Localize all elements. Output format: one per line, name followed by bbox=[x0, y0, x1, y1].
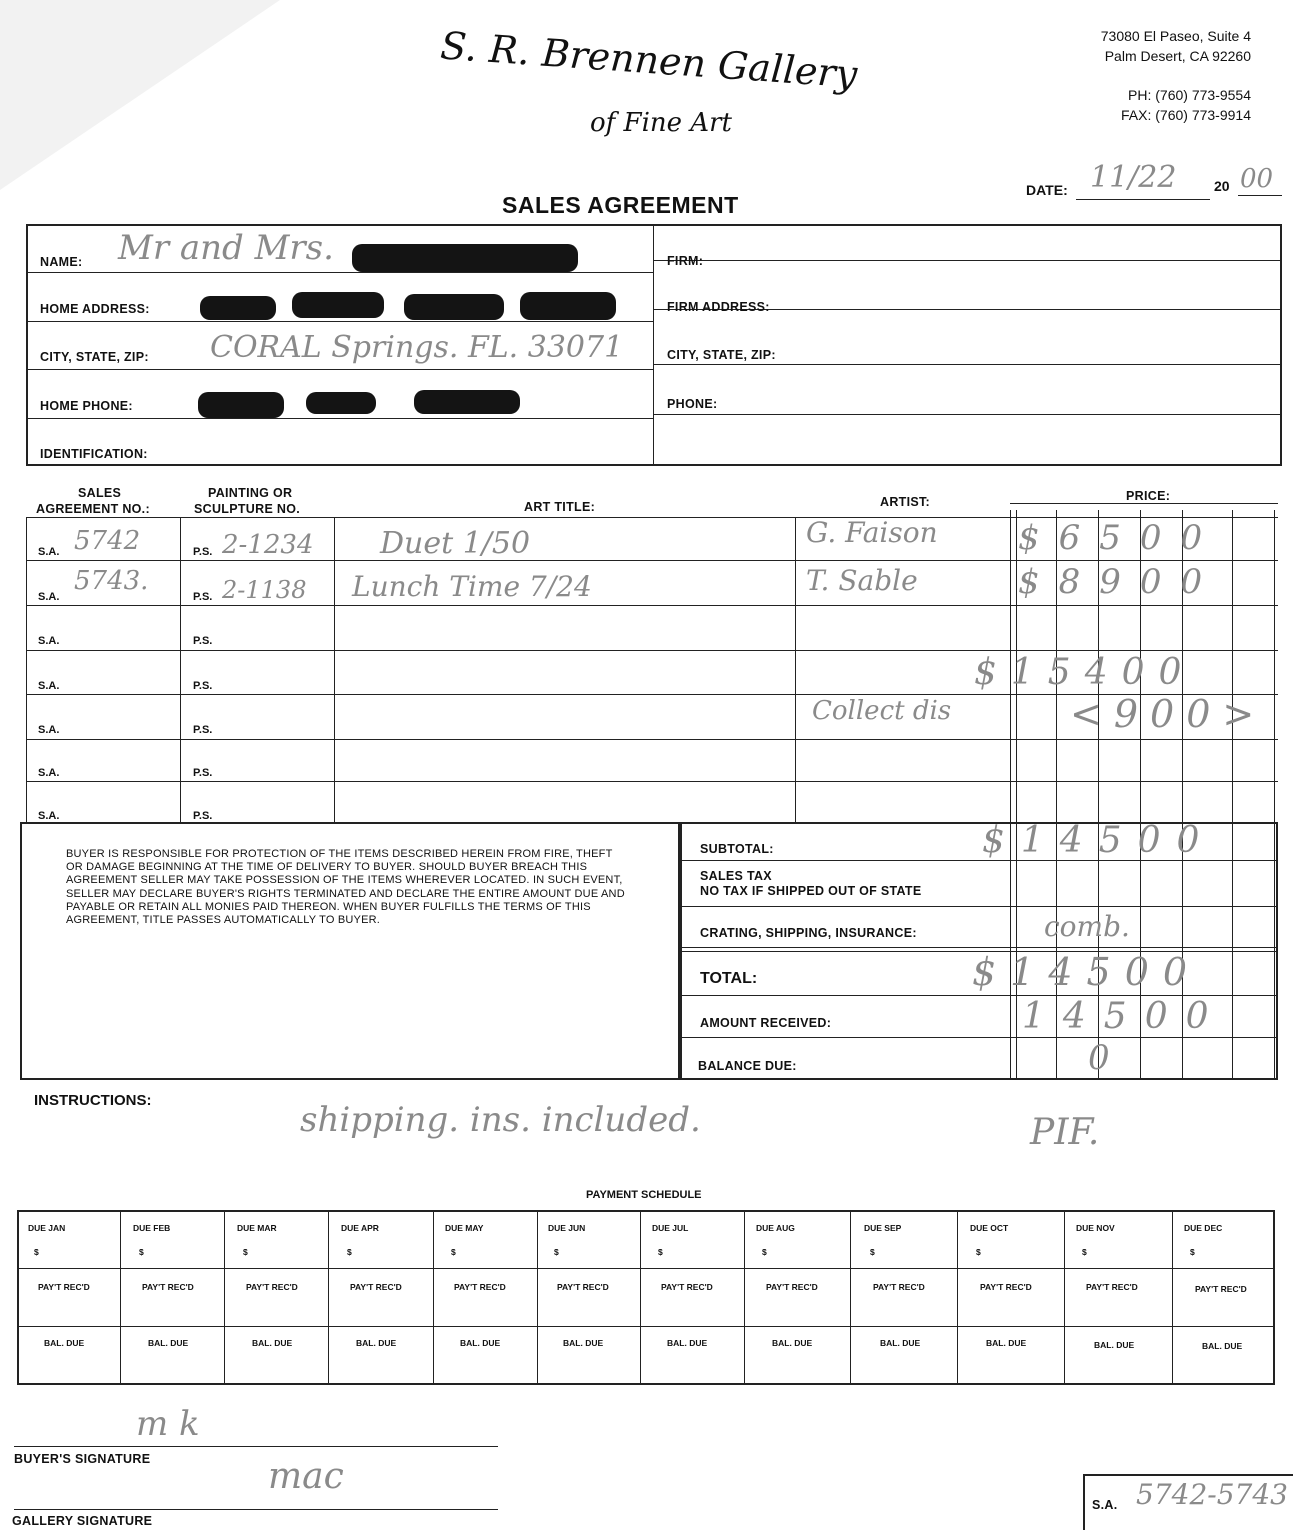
ps-no-header-1: PAINTING OR bbox=[208, 486, 293, 500]
bal-apr: BAL. DUE bbox=[356, 1338, 397, 1348]
due-apr-amount: $ bbox=[347, 1247, 352, 1257]
terms-text: BUYER IS RESPONSIBLE FOR PROTECTION OF THE ITEMS DESCRIBED HEREIN FROM FIRE, THEFT OR DAMAGE BEGINNING AT THE TIME OF DELIVERY TO BUYER. SHOULD BUYER BREACH THIS AGREEMENT SELLER MAY TAKE POSSESSION OF THE ITEMS WHEREVER LOCATED. IN SUCH EVENT, SELLER MAY DECLARE BUYER'S RIGHTS TERMINATED AND DECLARE THE ENTIRE AMOUNT DUE AND PAYABLE OR RETAIN ALL MONIES PAID THEREON. WHEN BUYER FULFILLS THE TERMS OF THIS AGREEMENT, TITLE PASSES AUTOMATICALLY TO BUYER. bbox=[66, 848, 625, 927]
name-label: NAME: bbox=[40, 255, 83, 269]
redaction-address-3 bbox=[404, 294, 504, 320]
due-oct-label: DUE OCT bbox=[970, 1223, 1009, 1233]
payment-schedule-divider bbox=[537, 1210, 538, 1385]
gallery-signature-value: mac bbox=[268, 1456, 344, 1497]
row5-note: Collect dis bbox=[812, 696, 952, 726]
sales-tax-label: SALES TAX bbox=[700, 869, 772, 883]
artist-header: ARTIST: bbox=[880, 495, 931, 509]
fax-number: FAX: (760) 773-9914 bbox=[1121, 107, 1251, 123]
row1-price: $6500 bbox=[1018, 518, 1222, 558]
due-dec-amount: $ bbox=[1190, 1247, 1195, 1257]
bal-sep: BAL. DUE bbox=[880, 1338, 921, 1348]
ps-no-header-2: SCULPTURE NO. bbox=[194, 502, 300, 516]
date-year: 00 bbox=[1240, 164, 1274, 194]
recd-feb: PAY'T REC'D bbox=[142, 1282, 194, 1292]
due-sep-amount: $ bbox=[870, 1247, 875, 1257]
due-jan-label: DUE JAN bbox=[28, 1223, 66, 1233]
subtotal-value: $14500 bbox=[982, 820, 1216, 861]
phone-number: PH: (760) 773-9554 bbox=[1128, 87, 1251, 103]
redaction-phone-2 bbox=[306, 392, 376, 414]
amount-received-value: 14500 bbox=[1022, 996, 1227, 1037]
due-aug-label: DUE AUG bbox=[756, 1223, 795, 1233]
row2-price: $8900 bbox=[1018, 562, 1222, 602]
recd-may: PAY'T REC'D bbox=[454, 1282, 506, 1292]
row1-sa-label: S.A. bbox=[38, 546, 60, 558]
row1-sa-value: 5742 bbox=[74, 526, 141, 556]
identification-label: IDENTIFICATION: bbox=[40, 447, 148, 461]
due-feb-label: DUE FEB bbox=[133, 1223, 171, 1233]
date-value: 11/22 bbox=[1090, 160, 1177, 195]
subtotal-label: SUBTOTAL: bbox=[700, 842, 774, 856]
row7-sa-label: S.A. bbox=[38, 810, 60, 822]
due-jun-amount: $ bbox=[554, 1247, 559, 1257]
home-address-label: HOME ADDRESS: bbox=[40, 302, 150, 316]
row6-ps-label: P.S. bbox=[193, 767, 213, 779]
pif-note: PIF. bbox=[1030, 1112, 1100, 1153]
payment-schedule-divider bbox=[433, 1210, 434, 1385]
gallery-logo: S. R. Brennen Gallery bbox=[438, 23, 859, 97]
row2-sa-label: S.A. bbox=[38, 591, 60, 603]
date-century: 20 bbox=[1214, 178, 1230, 194]
redaction-address-1 bbox=[200, 296, 276, 320]
due-may-label: DUE MAY bbox=[445, 1223, 484, 1233]
row7-ps-label: P.S. bbox=[193, 810, 213, 822]
payment-schedule-divider bbox=[850, 1210, 851, 1385]
due-dec-label: DUE DEC bbox=[1184, 1223, 1223, 1233]
bal-feb: BAL. DUE bbox=[148, 1338, 189, 1348]
crating-value: comb. bbox=[1044, 910, 1130, 943]
bal-mar: BAL. DUE bbox=[252, 1338, 293, 1348]
due-mar-amount: $ bbox=[243, 1247, 248, 1257]
redaction-address-2 bbox=[292, 292, 384, 318]
city-state-zip-label: CITY, STATE, ZIP: bbox=[40, 350, 149, 364]
payment-schedule-divider bbox=[120, 1210, 121, 1385]
recd-nov: PAY'T REC'D bbox=[1086, 1282, 1138, 1292]
recd-jan: PAY'T REC'D bbox=[38, 1282, 90, 1292]
row2-artist: T. Sable bbox=[806, 564, 918, 597]
bal-jul: BAL. DUE bbox=[667, 1338, 708, 1348]
folded-corner bbox=[0, 0, 280, 190]
payment-schedule-title: PAYMENT SCHEDULE bbox=[586, 1189, 702, 1201]
total-label: TOTAL: bbox=[700, 970, 758, 987]
bal-jun: BAL. DUE bbox=[563, 1338, 604, 1348]
recd-dec: PAY'T REC'D bbox=[1195, 1284, 1247, 1294]
city-state-zip-value: CORAL Springs. FL. 33071 bbox=[210, 330, 624, 365]
bal-oct: BAL. DUE bbox=[986, 1338, 1027, 1348]
price-header: PRICE: bbox=[1126, 489, 1171, 503]
payment-schedule-divider bbox=[1172, 1210, 1173, 1385]
home-phone-label: HOME PHONE: bbox=[40, 399, 133, 413]
sa-no-header-2: AGREEMENT NO.: bbox=[36, 502, 150, 516]
gallery-signature-label: GALLERY SIGNATURE bbox=[12, 1514, 153, 1528]
bal-may: BAL. DUE bbox=[460, 1338, 501, 1348]
redaction-phone-3 bbox=[414, 390, 520, 414]
payment-schedule-divider bbox=[328, 1210, 329, 1385]
total-value: $14500 bbox=[972, 950, 1202, 994]
balance-due-label: BALANCE DUE: bbox=[698, 1059, 797, 1073]
address-line2: Palm Desert, CA 92260 bbox=[1104, 48, 1251, 64]
row2-sa-value: 5743. bbox=[74, 566, 149, 596]
row1-title: Duet 1/50 bbox=[380, 526, 531, 561]
recd-jul: PAY'T REC'D bbox=[661, 1282, 713, 1292]
due-may-amount: $ bbox=[451, 1247, 456, 1257]
row1-ps-value: 2-1234 bbox=[222, 530, 314, 560]
row4-price: $15400 bbox=[974, 652, 1196, 693]
payment-schedule-divider bbox=[744, 1210, 745, 1385]
due-aug-amount: $ bbox=[762, 1247, 767, 1257]
recd-oct: PAY'T REC'D bbox=[980, 1282, 1032, 1292]
sales-tax-note: NO TAX IF SHIPPED OUT OF STATE bbox=[700, 884, 922, 898]
bal-jan: BAL. DUE bbox=[44, 1338, 85, 1348]
due-sep-label: DUE SEP bbox=[864, 1223, 902, 1233]
bal-dec: BAL. DUE bbox=[1202, 1341, 1243, 1351]
due-nov-amount: $ bbox=[1082, 1247, 1087, 1257]
due-jul-amount: $ bbox=[658, 1247, 663, 1257]
firm-label: FIRM: bbox=[667, 254, 704, 268]
row3-ps-label: P.S. bbox=[193, 635, 213, 647]
due-mar-label: DUE MAR bbox=[237, 1223, 277, 1233]
due-jul-label: DUE JUL bbox=[652, 1223, 689, 1233]
crating-label: CRATING, SHIPPING, INSURANCE: bbox=[700, 926, 917, 940]
sa-no-header-1: SALES bbox=[78, 486, 122, 500]
row4-ps-label: P.S. bbox=[193, 680, 213, 692]
footer-sa-value: 5742-5743 bbox=[1136, 1478, 1288, 1511]
footer-sa-label: S.A. bbox=[1092, 1498, 1118, 1512]
balance-due-value: 0 bbox=[1088, 1038, 1110, 1078]
recd-mar: PAY'T REC'D bbox=[246, 1282, 298, 1292]
recd-sep: PAY'T REC'D bbox=[873, 1282, 925, 1292]
address-line1: 73080 El Paseo, Suite 4 bbox=[1100, 28, 1251, 44]
buyer-signature-label: BUYER'S SIGNATURE bbox=[14, 1452, 151, 1466]
due-jun-label: DUE JUN bbox=[548, 1223, 586, 1233]
row2-ps-label: P.S. bbox=[193, 591, 213, 603]
due-nov-label: DUE NOV bbox=[1076, 1223, 1115, 1233]
payment-schedule-divider bbox=[224, 1210, 225, 1385]
row5-price: <900> bbox=[1070, 692, 1267, 736]
row6-sa-label: S.A. bbox=[38, 767, 60, 779]
page-title: SALES AGREEMENT bbox=[502, 192, 739, 218]
row5-sa-label: S.A. bbox=[38, 724, 60, 736]
redaction-phone-1 bbox=[198, 392, 284, 418]
art-title-header: ART TITLE: bbox=[524, 500, 596, 514]
name-value: Mr and Mrs. bbox=[118, 228, 334, 268]
redaction-name bbox=[352, 244, 578, 272]
payment-schedule-divider bbox=[640, 1210, 641, 1385]
due-apr-label: DUE APR bbox=[341, 1223, 379, 1233]
amount-received-label: AMOUNT RECEIVED: bbox=[700, 1016, 832, 1030]
row2-ps-value: 2-1138 bbox=[222, 576, 307, 604]
due-jan-amount: $ bbox=[34, 1247, 39, 1257]
row1-ps-label: P.S. bbox=[193, 546, 213, 558]
redaction-address-4 bbox=[520, 292, 616, 320]
row3-sa-label: S.A. bbox=[38, 635, 60, 647]
buyer-signature-value: m k bbox=[136, 1404, 200, 1444]
firm-phone-label: PHONE: bbox=[667, 397, 718, 411]
firm-address-label: FIRM ADDRESS: bbox=[667, 300, 770, 314]
payment-schedule-divider bbox=[1064, 1210, 1065, 1385]
row2-title: Lunch Time 7/24 bbox=[352, 570, 592, 603]
bal-aug: BAL. DUE bbox=[772, 1338, 813, 1348]
due-oct-amount: $ bbox=[976, 1247, 981, 1257]
firm-city-label: CITY, STATE, ZIP: bbox=[667, 348, 776, 362]
row4-sa-label: S.A. bbox=[38, 680, 60, 692]
instructions-label: INSTRUCTIONS: bbox=[34, 1092, 152, 1109]
date-label: DATE: bbox=[1026, 182, 1068, 198]
recd-jun: PAY'T REC'D bbox=[557, 1282, 609, 1292]
recd-aug: PAY'T REC'D bbox=[766, 1282, 818, 1292]
recd-apr: PAY'T REC'D bbox=[350, 1282, 402, 1292]
row5-ps-label: P.S. bbox=[193, 724, 213, 736]
gallery-subtitle: of Fine Art bbox=[590, 108, 732, 138]
payment-schedule-grid bbox=[17, 1210, 1275, 1385]
payment-schedule-divider bbox=[957, 1210, 958, 1385]
instructions-note: shipping. ins. included. bbox=[300, 1100, 701, 1140]
due-feb-amount: $ bbox=[139, 1247, 144, 1257]
row1-artist: G. Faison bbox=[806, 516, 938, 549]
bal-nov: BAL. DUE bbox=[1094, 1340, 1135, 1350]
